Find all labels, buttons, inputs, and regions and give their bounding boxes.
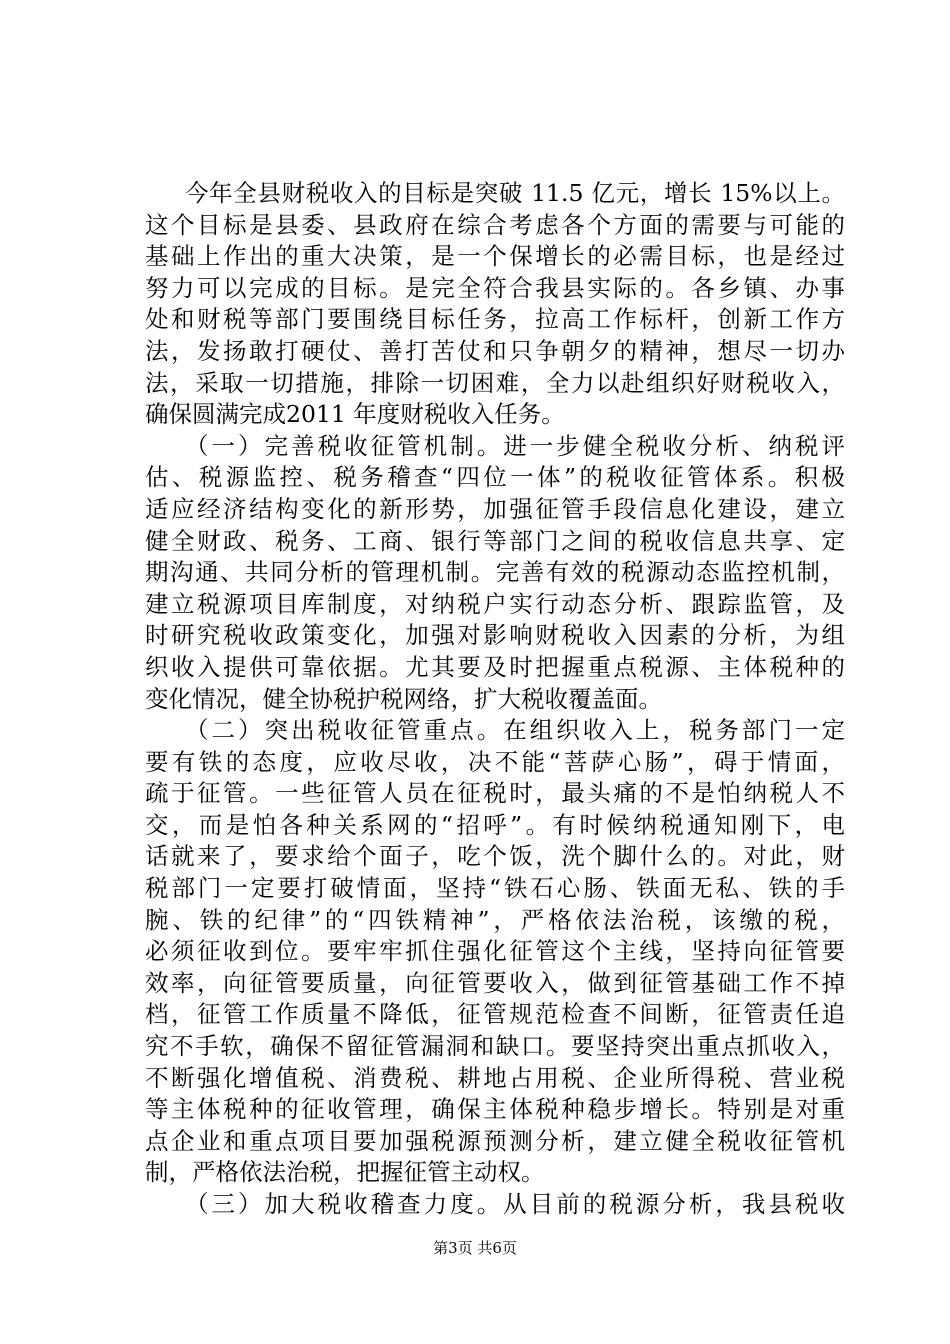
text-line: 这个目标是县委、县政府在综合考虑各个方面的需要与可能的: [145, 210, 845, 239]
text-line: 档，征管工作质量不降低，征管规范检查不间断，征管责任追: [145, 1000, 845, 1029]
text-line: 基础上作出的重大决策，是一个保增长的必需目标，也是经过: [145, 242, 845, 271]
text-line: （二）突出税收征管重点。在组织收入上，税务部门一定: [185, 716, 845, 745]
text-line: 处和财税等部门要围绕目标任务，拉高工作标杆，创新工作方: [145, 305, 845, 334]
text-line: 制，严格依法治税，把握征管主动权。: [145, 1158, 545, 1187]
text-line: 等主体税种的征收管理，确保主体税种稳步增长。特别是对重: [145, 1095, 845, 1124]
text-line: 法，采取一切措施，排除一切困难，全力以赴组织好财税收入，: [145, 368, 845, 397]
text-line: 点企业和重点项目要加强税源预测分析，建立健全税收征管机: [145, 1126, 845, 1155]
text-line: 估、税源监控、税务稽查“四位一体”的税收征管体系。积极: [145, 463, 845, 492]
text-line: 腕、铁的纪律”的“四铁精神”，严格依法治税，该缴的税，: [145, 905, 845, 934]
text-line: 变化情况，健全协税护税网络，扩大税收覆盖面。: [145, 684, 662, 713]
text-line: 效率，向征管要质量，向征管要收入，做到征管基础工作不掉: [145, 968, 845, 997]
text-line: （三）加大税收稽查力度。从目前的税源分析，我县税收: [185, 1190, 845, 1218]
text-line: 话就来了，要求给个面子，吃个饭，洗个脚什么的。对此，财: [145, 842, 845, 871]
text-line: 建立税源项目库制度，对纳税户实行动态分析、跟踪监管，及: [145, 589, 845, 618]
text-line: 要有铁的态度，应收尽收，决不能“菩萨心肠”，碍于情面，: [145, 747, 845, 776]
page-footer: 第3页 共6页: [433, 1239, 517, 1257]
text-line: 确保圆满完成2011 年度财税收入任务。: [145, 400, 565, 429]
text-line: 适应经济结构变化的新形势，加强征管手段信息化建设，建立: [145, 494, 845, 523]
text-line: 今年全县财税收入的目标是突破 11.5 亿元，增长 15%以上。: [185, 179, 845, 207]
text-line: 疏于征管。一些征管人员在征税时，最头痛的不是怕纳税人不: [145, 779, 845, 808]
text-line: （一）完善税收征管机制。进一步健全税收分析、纳税评: [185, 431, 845, 460]
text-line: 不断强化增值税、消费税、耕地占用税、企业所得税、营业税: [145, 1063, 845, 1092]
text-line: 织收入提供可靠依据。尤其要及时把握重点税源、主体税种的: [145, 652, 845, 681]
text-line: 时研究税收政策变化，加强对影响财税收入因素的分析，为组: [145, 621, 845, 650]
text-line: 交，而是怕各种关系网的“招呼”。有时候纳税通知刚下，电: [145, 810, 845, 839]
text-line: 法，发扬敢打硬仗、善打苦仗和只争朝夕的精神，想尽一切办: [145, 336, 845, 365]
text-line: 期沟通、共同分析的管理机制。完善有效的税源动态监控机制，: [145, 558, 845, 587]
text-line: 健全财政、税务、工商、银行等部门之间的税收信息共享、定: [145, 526, 845, 555]
text-line: 努力可以完成的目标。是完全符合我县实际的。各乡镇、办事: [145, 273, 845, 302]
text-line: 必须征收到位。要牢牢抓住强化征管这个主线，坚持向征管要: [145, 937, 845, 966]
text-line: 税部门一定要打破情面，坚持“铁石心肠、铁面无私、铁的手: [145, 874, 845, 903]
text-line: 究不手软，确保不留征管漏洞和缺口。要坚持突出重点抓收入，: [145, 1032, 845, 1061]
body-text: [145, 178, 845, 1221]
